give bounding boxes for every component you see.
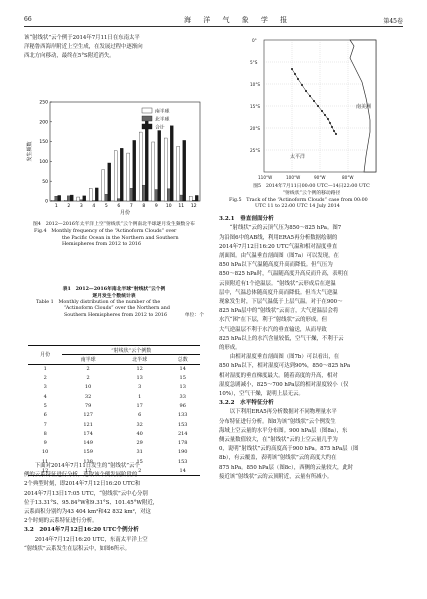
right-column — [219, 184, 404, 482]
text-line: 大气逆温层不利于水汽的垂直输送，从而导致 — [219, 326, 327, 333]
bar-北半球 — [142, 185, 145, 201]
table-cell: 127 — [83, 412, 93, 419]
table-cell: 29 — [136, 440, 143, 447]
table-cell: 79 — [84, 402, 92, 409]
table-cell: 32 — [136, 421, 143, 428]
table-cell: 10 — [41, 449, 49, 456]
col-total: 总数 — [165, 355, 200, 364]
table-cell: 5 — [43, 402, 47, 409]
x-tick-label: 1 — [54, 204, 58, 209]
left-bottom-paragraph: 下面对2014年7月11日发生的“射线状”云个 例的云系特征进行分析，选取该个例发展阶段的 2个典型时刻，即2014年7月12日16:20 UTC和 2014年7月13日17:05 UTC，“射线状”云中心分别 位于13.31°S、95.84°W和9.31°S、101.45°W附近， 云系面积分别约为43 404 km²和42 832 km²，对这 2个时刻的云系特征进行分析。 3.2 2014年7月12日16:20 UTC个例分析 2014年7月12日16:20 UTC，东南太平洋上空 “射线状”云系发生在层积云中，如图6所示。 — [24, 462, 204, 554]
lon-label: 80°W — [342, 175, 354, 180]
lat-label: 25°S — [250, 148, 261, 153]
bar-南半球 — [127, 153, 130, 201]
figure-5-map — [250, 36, 380, 181]
table-row — [28, 383, 200, 392]
lat-label: 10°S — [250, 82, 261, 87]
section-3-2-1-heading: 3.2.1 垂直剖面分析 — [219, 216, 274, 223]
bar-南半球 — [139, 132, 142, 201]
text-line: 剖面图。由气温垂直剖面图（图7a）可以发现，在 — [219, 253, 339, 259]
table-cell: 17 — [136, 402, 143, 409]
bar-南半球 — [152, 142, 155, 201]
table-cell: 2 — [86, 375, 90, 382]
table-row — [28, 420, 200, 429]
table-cell: 159 — [83, 449, 93, 456]
text-line: 为沿图6中的AB线，利用ERA5再分析数据绘制的 — [219, 234, 338, 241]
legend-swatch — [142, 124, 152, 129]
text-line: 850 hPa以下，相对湿度可达到90%，850～825 hPa — [219, 363, 351, 370]
x-tick-label: 8 — [142, 204, 146, 209]
section-3-2-1-paragraph-2 — [219, 353, 404, 399]
bar-南半球 — [52, 200, 55, 201]
table-cell: 138 — [83, 458, 93, 465]
table-cell: 13 — [179, 384, 186, 391]
bar-合计 — [95, 188, 98, 201]
table-cell: 153 — [177, 421, 188, 428]
table-row — [28, 438, 200, 447]
table-1-caption: 表1 2012—2016年南北半球“射线状”云个例 逐月发生个数统计表 Table 1 Monthly distribution of the number of the “Actinoform Clouds” over the Northern and Southern Hemispheres from 2012 to 2016 单位：个 — [36, 286, 204, 319]
text-line: 2014年7月12日16:20 UTC气温和相对湿度垂直 — [219, 243, 338, 250]
x-tick-label: 2 — [67, 204, 71, 209]
text-line: 8b），有云覆盖，表明该“射线状”云的高度大约在 — [219, 455, 337, 462]
table-row — [28, 448, 200, 457]
lon-label: 100°W — [286, 175, 301, 180]
table-cell: 3 — [138, 384, 142, 391]
monthly-frequency-chart — [24, 96, 204, 221]
text-line: 层中，气温总体随高度升高而降低。但当大气逆温 — [219, 289, 338, 296]
text-line: 850 hPa以下气温随高度升高而降低。但气压为 — [219, 262, 333, 269]
table-cell: 33 — [179, 393, 186, 400]
table-cell: 40 — [136, 430, 143, 437]
table-cell: 3 — [43, 384, 47, 391]
x-tick-label: 10 — [165, 204, 172, 209]
bar-北半球 — [192, 200, 195, 201]
table-row — [28, 401, 200, 410]
bar-合计 — [195, 195, 198, 201]
x-tick-label: 4 — [92, 204, 96, 209]
table-cell: 12 — [28, 466, 62, 475]
ocean-label: 太平洋 — [290, 154, 306, 160]
table-cell: 149 — [83, 440, 93, 447]
table-cell: 12 — [62, 466, 114, 475]
bar-北半球 — [67, 196, 70, 201]
text-line: 云顶附近有1个逆温层。“射线状”云形成后在逆温 — [219, 280, 336, 287]
table-cell: 8 — [43, 430, 47, 437]
table-cell: 15 — [179, 375, 186, 382]
table-row — [28, 411, 200, 420]
x-tick-label: 5 — [104, 204, 108, 209]
x-tick-label: 11 — [178, 204, 185, 209]
bar-北半球 — [155, 190, 158, 201]
section-3-2-2-heading: 3.2.2 水平特征分析 — [219, 400, 274, 407]
table-cell: 12 — [136, 365, 143, 372]
table-cell: 6 — [43, 412, 47, 419]
col-south: 南半球 — [62, 355, 114, 364]
x-tick-label: 12 — [190, 204, 197, 209]
col-month: 月份 — [28, 346, 62, 365]
table-cell: 10 — [84, 384, 92, 391]
y-tick-label: 100 — [39, 160, 48, 165]
page-number: 66 — [24, 16, 32, 23]
text-line: 相对湿度的垂直梯度最大。随着高度的升高，相对 — [219, 372, 338, 379]
x-tick-label: 3 — [79, 204, 83, 209]
journal-title: 海 洋 气 象 学 报 — [184, 16, 293, 24]
bar-南半球 — [102, 170, 105, 201]
y-tick-label: 250 — [39, 100, 48, 106]
table-cell: 133 — [177, 412, 188, 419]
table-cell: 214 — [177, 430, 188, 437]
text-line: 接近该“射线状”云的云顶附近，云量有所减小。 — [219, 473, 333, 480]
bar-合计 — [120, 148, 123, 201]
table-cell: 9 — [43, 440, 47, 447]
text-line: 0，说明“射线状”云的高度高于900 hPa。875 hPa层（图 — [219, 446, 359, 453]
bar-南半球 — [89, 188, 92, 201]
bar-合计 — [170, 126, 173, 201]
bar-北半球 — [80, 200, 83, 201]
table-1 — [28, 345, 200, 476]
table-cell: 11 — [41, 458, 49, 465]
lat-label: 20°S — [250, 126, 261, 131]
figure-4-caption: 图4 2012—2016年太平洋上空“射线状”云个例南北半球逐月发生频数分布 Fig.4 Monthly frequency of the “Actinoform Clouds” over the Pacific Ocean in the Northern and Southern Hemispheres from 2012 to 2016 — [33, 222, 195, 248]
bar-合计 — [70, 195, 73, 201]
table-cell: 190 — [177, 449, 188, 456]
table-cell: 174 — [83, 430, 93, 437]
legend-label: 北半球 — [155, 117, 170, 123]
bar-北半球 — [117, 199, 120, 201]
bar-合计 — [58, 195, 61, 201]
text-line: 850～825 hPa时，气温随高度升高反而升高，表明在 — [219, 271, 349, 278]
legend-label: 南半球 — [155, 109, 170, 115]
bar-南半球 — [189, 196, 192, 201]
y-tick-label: 150 — [39, 140, 48, 146]
table-cell: 6 — [138, 412, 142, 419]
y-tick-label: 50 — [42, 179, 48, 185]
bar-合计 — [158, 131, 161, 201]
x-tick-label: 6 — [117, 204, 121, 209]
bar-合计 — [108, 163, 111, 201]
legend-label: 合计 — [155, 125, 165, 131]
page-header — [24, 13, 403, 27]
lat-label: 0° — [252, 38, 257, 43]
x-axis-label: 月份 — [119, 210, 131, 216]
table-row — [28, 392, 200, 401]
left-top-paragraph: 该“射线状”云个例于2014年7月11日在东南太平 洋秘鲁西海岸附近上空生成，在发展过程中逐渐向 西北方向移动，最终在5°S附近消失。 — [24, 35, 143, 60]
table-cell: 32 — [84, 393, 92, 400]
bar-南半球 — [114, 151, 117, 201]
figure-5-caption: 图5 2014年7月11日00:00 UTC—14日22:00 UTC “射线状”云个例的移动路径 Fig.5 Track of the “Actinoform Clouds” case from 00:00 UTC 11 to 22:00 UTC 14 July 2014 — [229, 184, 370, 210]
lon-label: 110°W — [258, 175, 273, 180]
table-cell: 2 — [86, 365, 90, 372]
legend-swatch — [142, 116, 152, 121]
table-cell: 121 — [83, 421, 93, 428]
figure-4 — [24, 96, 204, 252]
table-cell: 13 — [136, 375, 143, 382]
lat-label: 5°S — [250, 60, 258, 65]
text-line: 875 hPa。850 hPa层（图8c），西侧的云量较大，此时 — [219, 464, 354, 471]
table-cell: 1 — [43, 365, 47, 372]
y-tick-label: 0 — [45, 199, 48, 205]
section-3-2-heading: 3.2 2014年7月12日16:20 UTC个例分析 — [24, 527, 139, 534]
legend-swatch — [142, 108, 152, 113]
header-group: “射线状”云个例数 — [62, 346, 200, 355]
table-row — [28, 373, 200, 382]
text-line: 825 hPa以上的水汽含量较低，空气干燥，不利于云 — [219, 335, 344, 342]
table-cell: 96 — [179, 402, 186, 409]
table-row — [28, 364, 200, 373]
table-cell: 153 — [177, 458, 188, 465]
text-line: “射线状”云的云顶气压为850～825 hPa。图7 — [229, 225, 342, 232]
table-cell: 2 — [43, 375, 47, 382]
bar-合计 — [183, 140, 186, 201]
text-line: 水汽“困”在下层，利于“射线状”云的形成。但 — [219, 317, 328, 324]
bar-北半球 — [130, 188, 133, 201]
section-3-2-1-paragraph-1 — [219, 224, 404, 353]
table-cell: 31 — [136, 449, 143, 456]
col-north: 北半球 — [114, 355, 166, 364]
bar-南半球 — [177, 146, 180, 201]
text-line: 分布特征进行分析。图8为该“射线状”云个例发生 — [219, 418, 336, 425]
lon-label: 90°W — [314, 175, 326, 180]
continent-label: 南美洲 — [356, 104, 372, 110]
table-cell: 15 — [136, 458, 143, 465]
x-tick-label: 9 — [154, 204, 158, 209]
bar-北半球 — [180, 195, 183, 201]
table-cell: 1 — [138, 393, 142, 400]
x-tick-label: 7 — [129, 204, 133, 209]
text-line: 湿度急剧减小，825～700 hPa层的相对湿度较小（仅 — [219, 381, 349, 388]
track-map — [250, 36, 380, 181]
bar-北半球 — [105, 194, 108, 201]
bar-南半球 — [64, 200, 67, 201]
text-line: 侧云量数值较大，在“射线状”云的上空云量几乎为 — [219, 437, 338, 444]
section-3-2-2-paragraph — [219, 408, 404, 482]
table-cell: 14 — [179, 365, 186, 372]
text-line: 的形成。 — [219, 345, 241, 352]
text-line: 以下利用ERA5再分析数据对不同物理量水平 — [229, 409, 337, 416]
bar-北半球 — [167, 189, 170, 201]
table-cell: 178 — [177, 440, 188, 447]
table-row — [28, 429, 200, 438]
table-cell: 4 — [43, 393, 47, 400]
bar-南半球 — [164, 138, 167, 201]
table-cell: 7 — [43, 421, 47, 428]
text-line: 现象发生时，下层气温低于上层气温。对于在900～ — [219, 299, 343, 306]
text-line: 海域上空云量的水平分布图。900 hPa层（图8a），东 — [219, 427, 348, 434]
y-axis-label: 发生频数 — [27, 141, 33, 162]
bar-北半球 — [55, 196, 58, 201]
lat-label: 15°S — [250, 104, 261, 109]
text-line: 825 hPa层中的“射线状”云而言，大气逆温层会将 — [219, 308, 339, 315]
bar-合计 — [83, 196, 86, 201]
y-tick-label: 200 — [39, 120, 48, 126]
table-cell: 14 — [165, 466, 200, 475]
text-line: 由相对湿度垂直剖面图（图7b）可以看出，在 — [229, 354, 340, 361]
table-cell: 2 — [114, 466, 166, 475]
volume-label: 第45卷 — [383, 18, 403, 25]
bar-南半球 — [77, 197, 80, 201]
text-line: 10%），空气干燥，说明上层无云。 — [219, 391, 304, 398]
bar-合计 — [133, 140, 136, 201]
